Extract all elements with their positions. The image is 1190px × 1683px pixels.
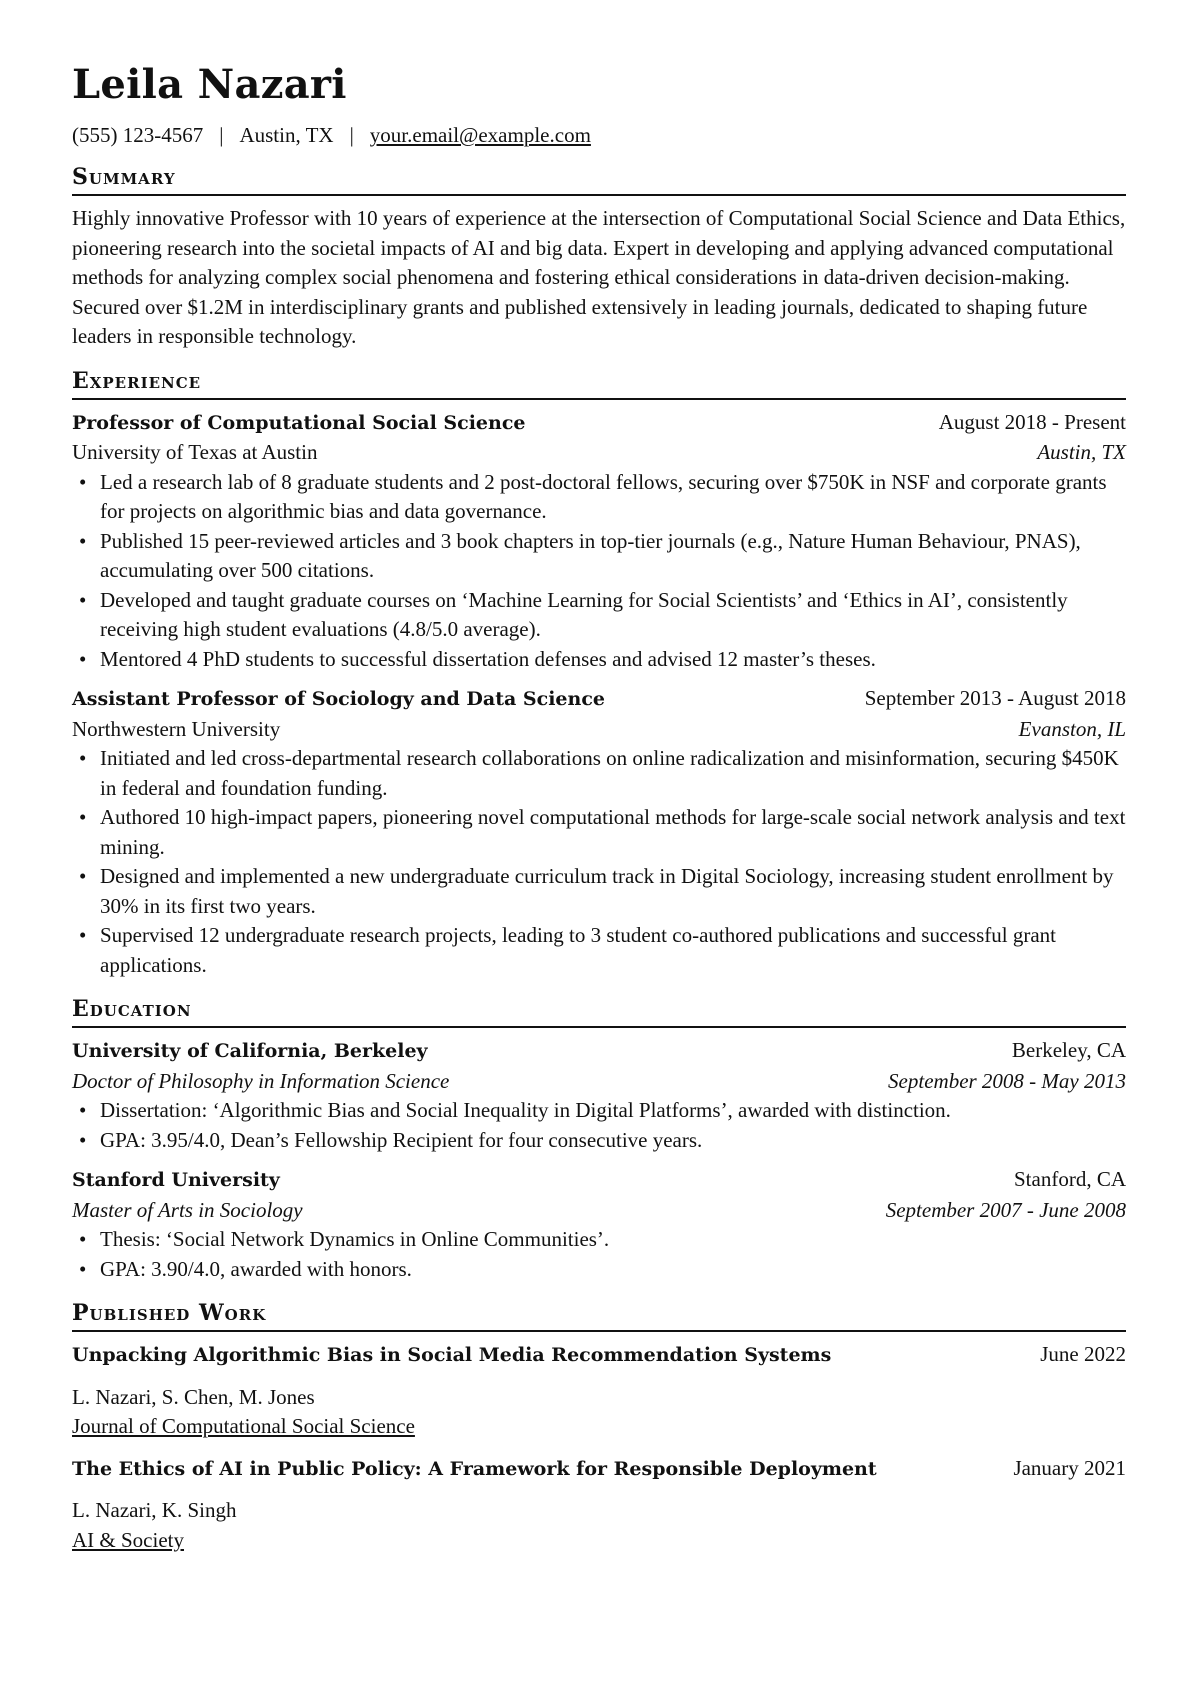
education-bullets bbox=[72, 1096, 1126, 1155]
email-link[interactable]: your.email@example.com bbox=[369, 123, 591, 147]
education-dates: September 2007 - June 2008 bbox=[885, 1197, 1126, 1222]
summary-heading: Summary bbox=[72, 162, 1126, 196]
school-location: Berkeley, CA bbox=[1011, 1038, 1126, 1062]
job-dates: September 2013 - August 2018 bbox=[864, 686, 1126, 710]
degree: Master of Arts in Sociology bbox=[72, 1197, 303, 1222]
experience-entry bbox=[72, 684, 1126, 980]
job-location: Evanston, IL bbox=[1018, 716, 1126, 741]
list-item: • GPA: 3.95/4.0, Dean’s Fellowship Recipient for four consecutive years. bbox=[72, 1126, 1126, 1156]
publication-venue-link[interactable]: Journal of Computational Social Science bbox=[72, 1414, 415, 1438]
list-item: • Dissertation: ‘Algorithmic Bias and Social Inequality in Digital Platforms’, awarded with distinction. bbox=[72, 1096, 1126, 1126]
publication-entry bbox=[72, 1454, 1126, 1556]
list-item: • Designed and implemented a new undergraduate curriculum track in Digital Sociology, increasing student enrollment by 30% in its first two years. bbox=[72, 862, 1126, 921]
list-item: • Initiated and led cross-departmental research collaborations on online radicalization and misinformation, securing $450K in federal and foundation funding. bbox=[72, 744, 1126, 803]
publication-date: June 2022 bbox=[1040, 1342, 1126, 1366]
list-item: • Supervised 12 undergraduate research projects, leading to 3 student co-authored publications and successful grant applications. bbox=[72, 921, 1126, 980]
publication-authors: L. Nazari, K. Singh bbox=[72, 1498, 237, 1522]
list-item: • Mentored 4 PhD students to successful dissertation defenses and advised 12 master’s theses. bbox=[72, 645, 1126, 675]
contact-separator: | bbox=[219, 123, 224, 147]
education-entry bbox=[72, 1165, 1126, 1284]
publication-entry bbox=[72, 1340, 1126, 1442]
list-item: • Published 15 peer-reviewed articles and 3 book chapters in top-tier journals (e.g., Nature Human Behaviour, PNAS), accumulating over 500 citations. bbox=[72, 527, 1126, 586]
candidate-name: Leila Nazari bbox=[72, 61, 347, 108]
publication-title: Unpacking Algorithmic Bias in Social Media Recommendation Systems bbox=[72, 1344, 832, 1366]
phone-number: (555) 123-4567 bbox=[72, 123, 204, 147]
list-item: • Authored 10 high-impact papers, pioneering novel computational methods for large-scale social network analysis and text mining. bbox=[72, 803, 1126, 862]
publication-authors: L. Nazari, S. Chen, M. Jones bbox=[72, 1384, 315, 1409]
list-item: • GPA: 3.90/4.0, awarded with honors. bbox=[72, 1255, 1126, 1285]
list-item: • Thesis: ‘Social Network Dynamics in Online Communities’. bbox=[72, 1225, 1126, 1255]
education-entry bbox=[72, 1036, 1126, 1155]
contact-line bbox=[72, 122, 1126, 148]
publication-venue-link[interactable]: AI & Society bbox=[72, 1527, 184, 1552]
employer: University of Texas at Austin bbox=[72, 440, 318, 464]
location: Austin, TX bbox=[239, 123, 334, 147]
education-bullets bbox=[72, 1225, 1126, 1284]
school-location: Stanford, CA bbox=[1014, 1167, 1126, 1191]
list-item: • Developed and taught graduate courses on ‘Machine Learning for Social Scientists’ and ‘Ethics in AI’, consistently receiving high student evaluations (4.8/5.0 average). bbox=[72, 586, 1126, 645]
employer: Northwestern University bbox=[72, 716, 281, 741]
publications-heading: Published Work bbox=[72, 1298, 1126, 1332]
experience-heading: Experience bbox=[72, 366, 1126, 400]
contact-separator: | bbox=[349, 123, 354, 147]
job-title: Assistant Professor of Sociology and Data Science bbox=[72, 688, 605, 710]
experience-entry bbox=[72, 408, 1126, 675]
job-bullets bbox=[72, 468, 1126, 675]
summary-text: Highly innovative Professor with 10 years of experience at the intersection of Computational Social Science and Data Ethics, pioneering research into the societal impacts of AI and big data. Expert in developing and applying advanced computational methods for analyzing complex social phenomena and fostering ethical considerations in data-driven decision-making. Secured over $1.2M in interdisciplinary grants and published extensively in leading journals, dedicated to shaping future leaders in responsible technology. bbox=[72, 206, 1126, 348]
job-bullets bbox=[72, 744, 1126, 980]
publication-date: January 2021 bbox=[1013, 1455, 1126, 1480]
job-location: Austin, TX bbox=[1037, 440, 1126, 464]
education-heading: Education bbox=[72, 994, 1126, 1028]
degree: Doctor of Philosophy in Information Science bbox=[72, 1068, 450, 1093]
publication-title: The Ethics of AI in Public Policy: A Framework for Responsible Deployment bbox=[72, 1457, 877, 1480]
resume-page bbox=[72, 58, 1126, 1567]
job-title: Professor of Computational Social Science bbox=[72, 411, 526, 434]
school-name: Stanford University bbox=[72, 1169, 280, 1191]
school-name: University of California, Berkeley bbox=[72, 1040, 428, 1062]
education-dates: September 2008 - May 2013 bbox=[888, 1068, 1126, 1093]
list-item: • Led a research lab of 8 graduate students and 2 post-doctoral fellows, securing over $750K in NSF and corporate grants for projects on algorithmic bias and data governance. bbox=[72, 468, 1126, 527]
job-dates: August 2018 - Present bbox=[938, 409, 1126, 434]
